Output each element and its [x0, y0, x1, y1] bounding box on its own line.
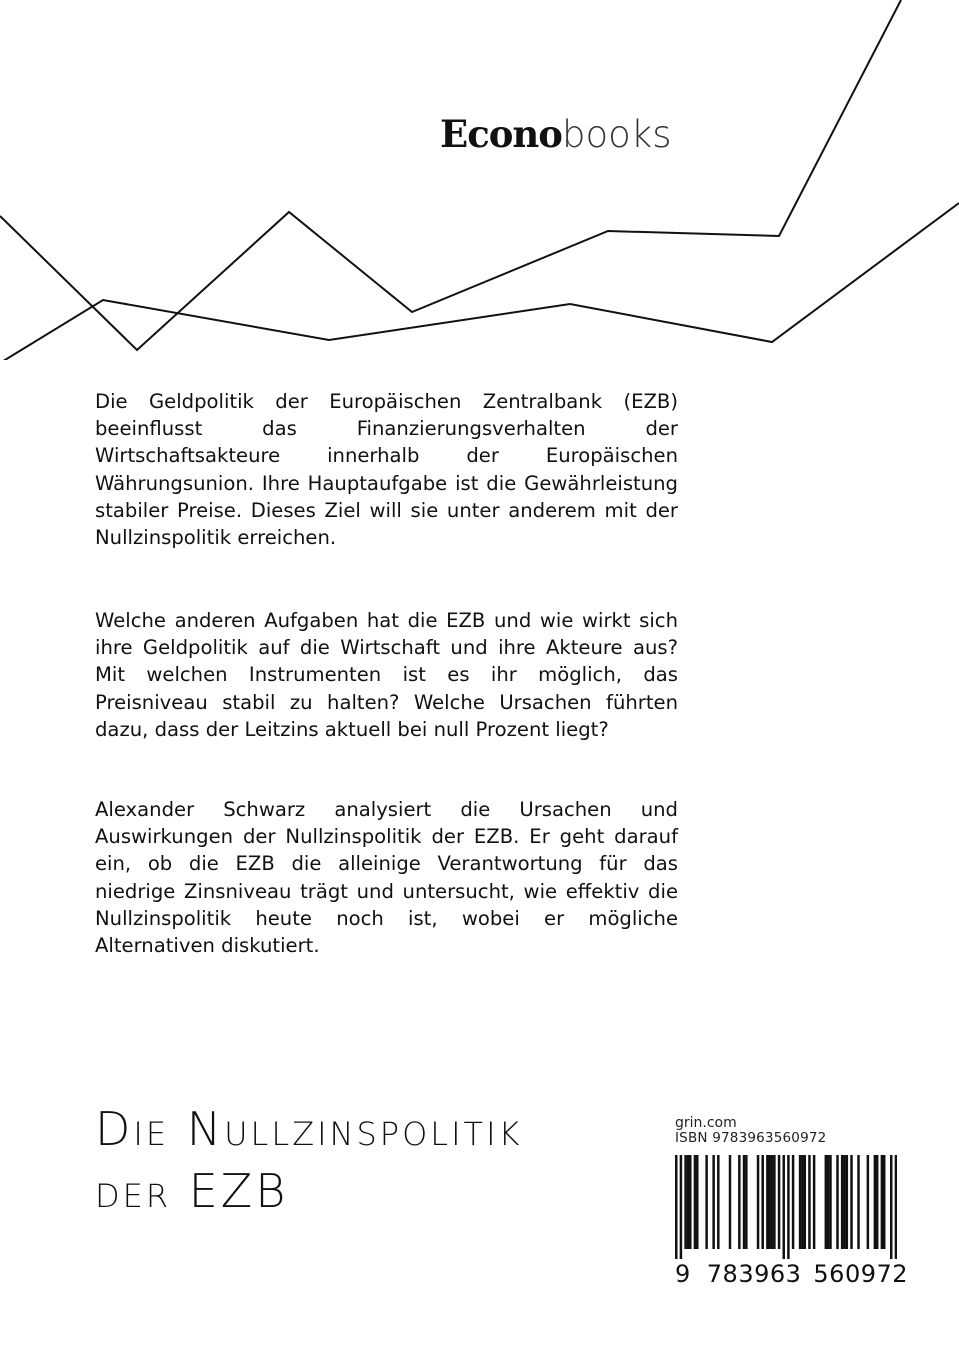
decorative-line-lower — [0, 203, 959, 360]
barcode-bar — [874, 1155, 876, 1249]
barcode-bar — [768, 1155, 770, 1249]
blurb-paragraph-1: Die Geldpolitik der Europäischen Zentralbank (EZB) beeinflusst das Finanzierungsverhalten der Wirtschaftsakteure innerhalb der Europäischen Währungsunion. Ihre Hauptaufgabe ist die Gewährleistung stabiler Preise. Dieses Ziel will sie unter anderem mit der Nullzinspolitik erreichen. — [95, 390, 678, 550]
barcode-bar — [843, 1155, 845, 1249]
barcode-bar — [846, 1155, 848, 1249]
isbn-barcode — [675, 1155, 897, 1259]
barcode-lead-digit: 9 — [675, 1260, 691, 1288]
publisher-logo — [440, 112, 671, 157]
barcode-right-group: 560972 — [813, 1260, 909, 1288]
barcode-bar — [825, 1155, 827, 1249]
barcode-bar — [836, 1155, 838, 1249]
book-title — [95, 1098, 635, 1222]
barcode-bar — [738, 1155, 740, 1249]
barcode-left-group: 783963 — [706, 1260, 802, 1288]
barcode-bar — [829, 1155, 831, 1249]
barcode-bar — [827, 1155, 829, 1249]
barcode-bar — [867, 1155, 869, 1249]
barcode-bar — [801, 1155, 803, 1249]
barcode-bar — [680, 1155, 682, 1259]
barcode-bar — [771, 1155, 773, 1249]
barcode-bar — [745, 1155, 747, 1249]
barcode-bar — [773, 1155, 775, 1249]
barcode-bar — [857, 1155, 859, 1249]
book-title-line-2: der EZB — [95, 1164, 289, 1218]
barcode-bar — [841, 1155, 843, 1249]
barcode-bar — [876, 1155, 878, 1249]
barcode-bar — [712, 1155, 714, 1249]
barcode-bar — [729, 1155, 731, 1249]
barcode-bar — [694, 1155, 696, 1249]
barcode-bar — [743, 1155, 745, 1249]
barcode-bar — [792, 1155, 794, 1249]
barcode-bar — [895, 1155, 897, 1259]
barcode-bar — [804, 1155, 806, 1249]
barcode-bar — [799, 1155, 801, 1249]
barcode-bar — [696, 1155, 698, 1249]
barcode-bar — [684, 1155, 686, 1249]
barcode-bar — [761, 1155, 763, 1249]
barcode-bar — [808, 1155, 810, 1249]
barcode-block — [675, 1115, 909, 1288]
barcode-bar — [778, 1155, 780, 1249]
barcode-bar — [883, 1155, 885, 1249]
blurb-paragraph-3: Alexander Schwarz analysiert die Ursachen und Auswirkungen der Nullzinspolitik der EZB. Er geht darauf ein, ob die EZB die alleinige Verantwortung für das niedrige Zinsniveau trägt und untersucht, wie effektiv die Nullzinspolitik heute noch ist, wobei er mögliche Alternativen diskutiert. — [95, 798, 678, 958]
barcode-bar — [890, 1155, 892, 1259]
publisher-website: grin.com — [675, 1115, 737, 1131]
barcode-bar — [705, 1155, 707, 1249]
blurb-paragraph-2: Welche anderen Aufgaben hat die EZB und wie wirkt sich ihre Geldpolitik auf die Wirtschaft und ihre Akteure aus? Mit welchen Instrumenten ist es ihr möglich, das Preisniveau stabil zu halten? Welche Ursachen führten dazu, dass der Leitzins aktuell bei null Prozent liegt? — [95, 609, 678, 741]
barcode-bar — [881, 1155, 883, 1249]
decorative-line-graphic — [0, 0, 959, 360]
barcode-bar — [782, 1155, 784, 1259]
barcode-bar — [675, 1155, 677, 1259]
isbn-label: ISBN 9783963560972 — [675, 1130, 827, 1146]
decorative-line-upper — [0, 0, 901, 350]
barcode-digits — [675, 1260, 909, 1288]
logo-econo: Econo — [440, 112, 562, 156]
barcode-bar — [687, 1155, 689, 1249]
barcode-bar — [787, 1155, 789, 1259]
barcode-bar — [689, 1155, 691, 1249]
barcode-bar — [717, 1155, 719, 1249]
logo-books: books — [562, 113, 672, 156]
barcode-bar — [813, 1155, 815, 1249]
barcode-bar — [757, 1155, 759, 1249]
barcode-bar — [850, 1155, 852, 1249]
book-title-line-1: Die Nullzinspolitik — [95, 1102, 523, 1156]
barcode-bar — [766, 1155, 768, 1249]
